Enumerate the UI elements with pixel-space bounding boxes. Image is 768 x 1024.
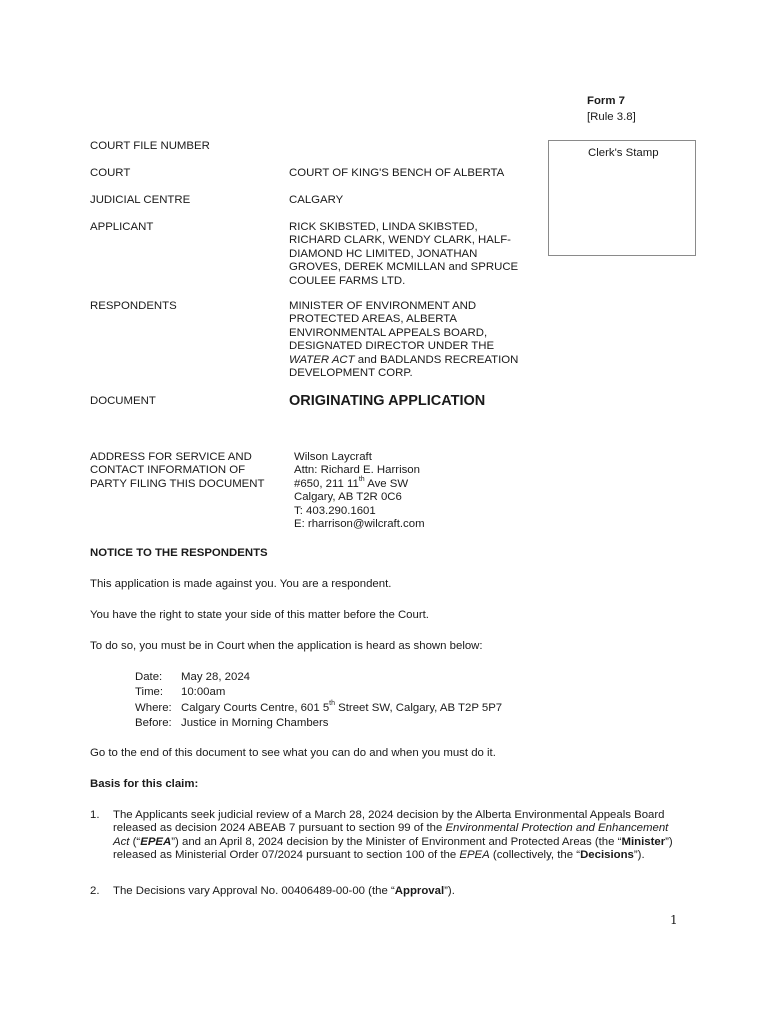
notice-paragraph: To do so, you must be in Court when the application is heard as shown below:: [90, 640, 483, 652]
hearing-date-row: Date: May 28, 2024: [135, 671, 251, 683]
notice-paragraph: Go to the end of this document to see what you can do and when you must do it.: [90, 747, 496, 759]
document-title: ORIGINATING APPLICATION: [289, 393, 486, 409]
judicial-centre-value: CALGARY: [289, 194, 344, 206]
address-line-1: #650, 211 11th Ave SW: [294, 476, 409, 490]
water-act-title: WATER ACT: [289, 353, 355, 366]
applicant-line: GROVES, DEREK MCMILLAN and SPRUCE: [289, 261, 519, 274]
form-number: Form 7: [587, 95, 625, 107]
email-address: E: rharrison@wilcraft.com: [294, 518, 425, 531]
respondents-line: MINISTER OF ENVIRONMENT AND: [289, 300, 477, 312]
hearing-time-row: Time: 10:00am: [135, 686, 226, 699]
applicant-value: [289, 221, 529, 288]
applicant-line: COULEE FARMS LTD.: [289, 274, 406, 287]
judicial-centre-label: JUDICIAL CENTRE: [90, 194, 191, 206]
attention-line: Attn: Richard E. Harrison: [294, 464, 420, 477]
phone-number: T: 403.290.1601: [294, 504, 376, 517]
service-label: ADDRESS FOR SERVICE AND CONTACT INFORMATION OF PARTY FILING THIS DOCUMENT: [90, 451, 265, 490]
hearing-details: [135, 671, 502, 733]
notice-paragraph: You have the right to state your side of this matter before the Court.: [90, 609, 429, 621]
court-value: COURT OF KING'S BENCH OF ALBERTA: [289, 167, 505, 179]
respondents-line: PROTECTED AREAS, ALBERTA: [289, 313, 457, 326]
hearing-location-row: Where: Calgary Courts Centre, 601 5th Street SW, Calgary, AB T2P 5P7: [135, 699, 503, 714]
service-contact-info: [294, 451, 425, 531]
court-file-number-label: COURT FILE NUMBER: [90, 140, 210, 152]
respondents-line: ENVIRONMENTAL APPEALS BOARD,: [289, 326, 488, 339]
notice-heading: NOTICE TO THE RESPONDENTS: [90, 547, 268, 559]
firm-name: Wilson Laycraft: [294, 451, 372, 463]
form-rule: [Rule 3.8]: [587, 111, 636, 123]
hearing-before-row: Before: Justice in Morning Chambers: [135, 717, 329, 730]
court-label: COURT: [90, 167, 131, 179]
respondents-line: DEVELOPMENT CORP.: [289, 367, 413, 380]
applicant-line: RICHARD CLARK, WENDY CLARK, HALF-: [289, 234, 511, 247]
document-label: DOCUMENT: [90, 395, 156, 407]
respondents-line: WATER ACT and BADLANDS RECREATION: [289, 353, 519, 366]
applicant-line: DIAMOND HC LIMITED, JONATHAN: [289, 247, 478, 260]
applicant-label: APPLICANT: [90, 221, 154, 233]
basis-heading: Basis for this claim:: [90, 778, 199, 790]
page-number: 1: [670, 913, 678, 927]
notice-paragraph: This application is made against you. You are a respondent.: [90, 578, 392, 590]
respondents-label: RESPONDENTS: [90, 300, 177, 312]
clerks-stamp-box: [548, 140, 696, 256]
respondents-line: DESIGNATED DIRECTOR UNDER THE: [289, 340, 495, 353]
respondents-value: [289, 300, 529, 380]
clerks-stamp-label: Clerk's Stamp: [588, 147, 659, 159]
applicant-line: RICK SKIBSTED, LINDA SKIBSTED,: [289, 221, 478, 233]
address-line-2: Calgary, AB T2R 0C6: [294, 491, 402, 504]
